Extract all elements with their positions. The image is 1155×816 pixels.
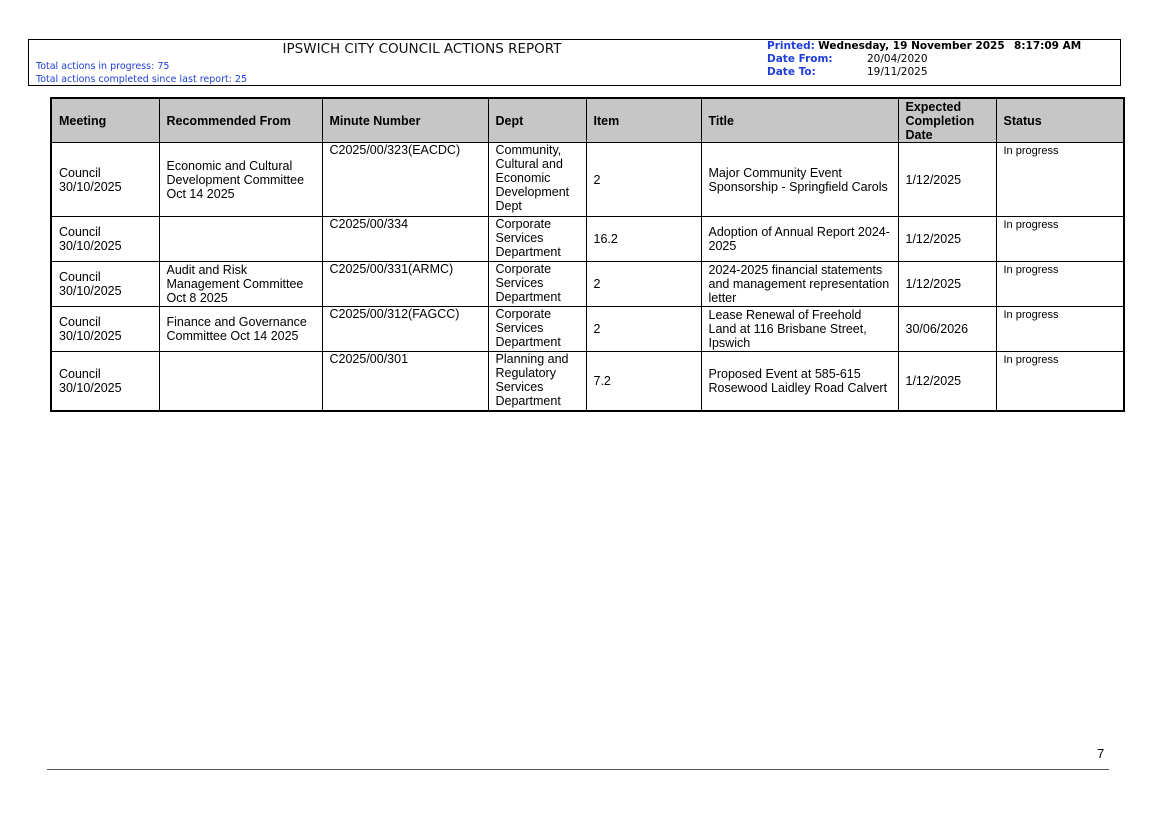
cell-status: In progress <box>996 307 1124 352</box>
date-to-line <box>767 66 928 79</box>
printed-line <box>767 40 1081 53</box>
cell-title: Lease Renewal of Freehold Land at 116 Brisbane Street, Ipswich <box>701 307 898 352</box>
report-title: IPSWICH CITY COUNCIL ACTIONS REPORT <box>282 41 562 57</box>
cell-recommended-from <box>159 352 322 412</box>
cell-recommended-from <box>159 217 322 262</box>
cell-date: 30/06/2026 <box>898 307 996 352</box>
cell-recommended-from: Economic and Cultural Development Committee Oct 14 2025 <box>159 143 322 217</box>
col-header-meeting: Meeting <box>51 98 159 143</box>
cell-item: 2 <box>586 143 701 217</box>
col-header-dept: Dept <box>488 98 586 143</box>
date-from-label: Date From: <box>767 53 833 65</box>
cell-status: In progress <box>996 352 1124 412</box>
cell-minute-number: C2025/00/331(ARMC) <box>322 262 488 307</box>
cell-title: 2024-2025 financial statements and management representation letter <box>701 262 898 307</box>
date-to-value: 19/11/2025 <box>867 66 928 78</box>
cell-date: 1/12/2025 <box>898 217 996 262</box>
actions-completed-count: Total actions completed since last report: 25 <box>36 74 248 85</box>
cell-dept: Corporate Services Department <box>488 217 586 262</box>
cell-dept: Corporate Services Department <box>488 262 586 307</box>
table-row <box>51 143 1124 217</box>
col-header-status: Status <box>996 98 1124 143</box>
cell-title: Adoption of Annual Report 2024-2025 <box>701 217 898 262</box>
cell-date: 1/12/2025 <box>898 262 996 307</box>
col-header-title: Title <box>701 98 898 143</box>
printed-label: Printed: <box>767 40 815 52</box>
col-header-minute-number: Minute Number <box>322 98 488 143</box>
cell-item: 7.2 <box>586 352 701 412</box>
cell-status: In progress <box>996 217 1124 262</box>
page-number: 7 <box>1097 746 1105 761</box>
cell-status: In progress <box>996 262 1124 307</box>
cell-meeting: Council 30/10/2025 <box>51 307 159 352</box>
cell-title: Major Community Event Sponsorship - Springfield Carols <box>701 143 898 217</box>
cell-title: Proposed Event at 585-615 Rosewood Laidley Road Calvert <box>701 352 898 412</box>
cell-recommended-from: Audit and Risk Management Committee Oct 8 2025 <box>159 262 322 307</box>
printed-date: Wednesday, 19 November 2025 <box>818 40 1005 52</box>
actions-in-progress-count: Total actions in progress: 75 <box>36 61 170 72</box>
cell-item: 2 <box>586 307 701 352</box>
printed-time: 8:17:09 AM <box>1014 40 1082 52</box>
report-header <box>28 39 1121 86</box>
cell-status: In progress <box>996 143 1124 217</box>
cell-date: 1/12/2025 <box>898 352 996 412</box>
col-header-recommended-from: Recommended From <box>159 98 322 143</box>
date-from-value: 20/04/2020 <box>867 53 928 65</box>
cell-meeting: Council 30/10/2025 <box>51 143 159 217</box>
cell-minute-number: C2025/00/301 <box>322 352 488 412</box>
cell-minute-number: C2025/00/312(FAGCC) <box>322 307 488 352</box>
cell-meeting: Council 30/10/2025 <box>51 352 159 412</box>
cell-meeting: Council 30/10/2025 <box>51 262 159 307</box>
date-from-line <box>767 53 928 66</box>
cell-minute-number: C2025/00/323(EACDC) <box>322 143 488 217</box>
cell-item: 16.2 <box>586 217 701 262</box>
cell-meeting: Council 30/10/2025 <box>51 217 159 262</box>
cell-minute-number: C2025/00/334 <box>322 217 488 262</box>
table-row <box>51 217 1124 262</box>
col-header-expected-completion-date: Expected Completion Date <box>898 98 996 143</box>
cell-dept: Planning and Regulatory Services Department <box>488 352 586 412</box>
table-row <box>51 262 1124 307</box>
table-row <box>51 307 1124 352</box>
table-header-row <box>51 98 1124 143</box>
actions-table <box>50 97 1125 412</box>
table-row <box>51 352 1124 412</box>
cell-dept: Corporate Services Department <box>488 307 586 352</box>
col-header-item: Item <box>586 98 701 143</box>
cell-recommended-from: Finance and Governance Committee Oct 14 2025 <box>159 307 322 352</box>
cell-item: 2 <box>586 262 701 307</box>
cell-dept: Community, Cultural and Economic Development Dept <box>488 143 586 217</box>
date-to-label: Date To: <box>767 66 816 78</box>
cell-date: 1/12/2025 <box>898 143 996 217</box>
footer-divider <box>47 769 1109 770</box>
